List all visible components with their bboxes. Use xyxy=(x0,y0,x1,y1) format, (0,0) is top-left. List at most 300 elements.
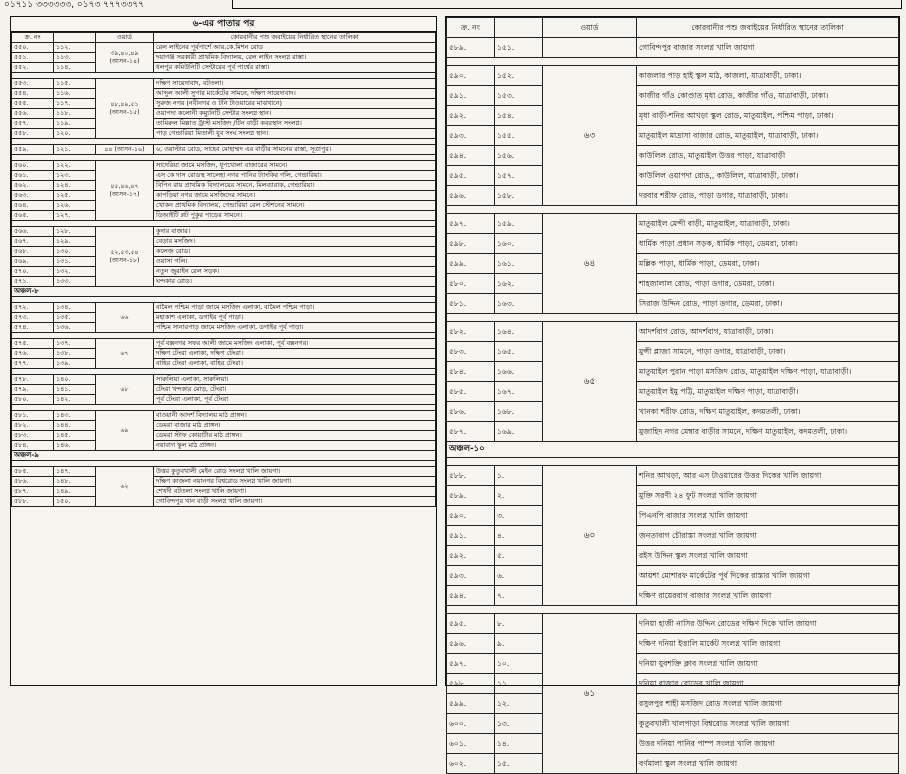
zone-serial: ১৪৭. xyxy=(54,467,96,477)
serial-number: ৫৭৯. xyxy=(12,385,54,395)
ward-number: ৬৮ xyxy=(96,375,154,405)
zone-serial: ১৬৩. xyxy=(495,294,543,314)
place-name: বেড়ার মসজিদ। xyxy=(154,237,436,247)
serial-number: ৫৮২. xyxy=(12,421,54,431)
right-table xyxy=(446,17,899,774)
section-title: ৬-এর পাতার পর xyxy=(11,17,436,32)
zone-serial: ১৫. xyxy=(495,754,543,774)
serial-number: ৫৯১. xyxy=(447,86,495,106)
serial-number: ৫৯০. xyxy=(447,66,495,86)
table-row xyxy=(447,322,899,342)
zone-serial: ১৫৯. xyxy=(495,214,543,234)
group-separator xyxy=(447,314,899,322)
table-row xyxy=(12,145,436,155)
serial-number: ৫৭৬. xyxy=(12,349,54,359)
place-name: উত্তর দনিয়া পানির পাম্প সংলগ্ন খালি জায়গা xyxy=(637,734,899,754)
table-row xyxy=(447,38,899,58)
table-row xyxy=(447,274,899,294)
place-name: কাপড়িয়া নগর জামে মসজিদের সামনে। xyxy=(154,191,436,201)
serial-number: ৫৯১. xyxy=(447,526,495,546)
place-name: মৃধা বাড়ী-শনির আখড়া স্কুল রোড, মাতুয়াইল, পশ্চিম পাড়া, ঢাকা। xyxy=(637,106,899,126)
zone-serial: ১১৬. xyxy=(54,89,96,99)
table-row xyxy=(447,506,899,526)
place-name: পূর্ব বক্সনগর সফর আলী জামে মসজিদ এলাকা, পূর্ব বক্সনগর। xyxy=(154,339,436,349)
zone-serial: ১২৪. xyxy=(54,181,96,191)
serial-number: ৫৯৬. xyxy=(447,186,495,206)
zone-serial: ১৬৫. xyxy=(495,342,543,362)
table-row xyxy=(12,119,436,129)
serial-number: ৫৯৭. xyxy=(447,214,495,234)
place-name: আয়শা মোশারফ মার্কেটের পূর্ব দিকের রাস্তার খালি জায়গা xyxy=(637,566,899,586)
header-ward: ওয়ার্ড xyxy=(96,33,154,43)
table-row xyxy=(12,497,436,507)
serial-number: ৫৯২. xyxy=(447,106,495,126)
serial-number: ৫৮০. xyxy=(447,274,495,294)
place-name: দক্ষিণ সায়েদাবাদ, বটতলা। xyxy=(154,79,436,89)
serial-number: ৫৭৪. xyxy=(12,323,54,333)
table-row xyxy=(447,166,899,186)
serial-number: ৫৯৭. xyxy=(447,654,495,674)
serial-number: ৫৫০. xyxy=(12,43,54,53)
table-row xyxy=(12,43,436,53)
table-row xyxy=(12,313,436,323)
place-name: দরবার শরীফ রোড, পাড়া ডগার, যাত্রাবাড়ী, ঢাকা। xyxy=(637,186,899,206)
place-name: কাজীর গাঁও কোণ্ডাত মৃধা রোড, কাজীর গাঁও, যাত্রাবাড়ী, ঢাকা। xyxy=(637,86,899,106)
header-sl: ক্র. নং xyxy=(447,18,495,38)
zone-serial: ১২৩. xyxy=(54,171,96,181)
place-name: মুক্তি সরণী ২৪ ফুট সংলগ্ন খালি জায়গা xyxy=(637,486,899,506)
serial-number: ৫৫৫. xyxy=(12,99,54,109)
table-row xyxy=(12,441,436,451)
serial-number: ৫৯৬. xyxy=(447,634,495,654)
table-row xyxy=(12,359,436,369)
zone-serial: ৯. xyxy=(495,634,543,654)
place-name: উত্তর কুতুবখালী মেইন রোড সংলগ্ন খালি জায়গা। xyxy=(154,467,436,477)
area-heading-row xyxy=(447,442,899,458)
table-row xyxy=(12,201,436,211)
zone-serial: ১১৩. xyxy=(54,53,96,63)
serial-number: ৫৯০. xyxy=(447,506,495,526)
zone-serial: ১৩. xyxy=(495,714,543,734)
zone-serial: ১৫৪. xyxy=(495,106,543,126)
group-separator xyxy=(447,206,899,214)
table-row xyxy=(12,431,436,441)
zone-serial: ১৩৯. xyxy=(54,359,96,369)
zone-serial: ৪. xyxy=(495,526,543,546)
table-row xyxy=(12,129,436,139)
serial-number: ৫৫৭. xyxy=(12,119,54,129)
zone-serial: ১৬৮. xyxy=(495,402,543,422)
table-row xyxy=(12,303,436,313)
place-name: ৬, ওয়াল্টার রোড, সাহেব মোহাম্মদ এর বাড়ীর সামনের রাস্তা, সূত্রাপুর। xyxy=(154,145,436,155)
serial-number: ৬০১. xyxy=(447,734,495,754)
place-name: মল্লিক পাড়া, ধার্মিক পাড়া, ডেমরা, ঢাকা। xyxy=(637,254,899,274)
table-row xyxy=(12,171,436,181)
zone-serial: ১৬৭. xyxy=(495,382,543,402)
table-row xyxy=(447,566,899,586)
zone-serial: ১২৫. xyxy=(54,191,96,201)
table-row xyxy=(12,477,436,487)
table-row xyxy=(12,257,436,267)
zone-serial: ১৩৪. xyxy=(54,303,96,313)
table-row xyxy=(447,402,899,422)
zone-serial: ১৫৬. xyxy=(495,146,543,166)
zone-serial: ১৬৯. xyxy=(495,422,543,442)
serial-number: ৫৬২. xyxy=(12,181,54,191)
table-row xyxy=(447,254,899,274)
table-row xyxy=(447,546,899,566)
zone-serial: ১৪৬. xyxy=(54,441,96,451)
place-name: মুন্সী প্লাজা সামনে, পাড়া ডগার, যাত্রাবাড়ী, ঢাকা। xyxy=(637,342,899,362)
zone-serial: ১৩৩. xyxy=(54,277,96,287)
zone-serial: ১৫১. xyxy=(495,38,543,58)
top-fragment-text: ০১৭১১ ৩৩৩৩৩৩, ০১৭৩ ৭৭৭৩৩৭৭ xyxy=(4,0,145,10)
table-row xyxy=(447,146,899,166)
serial-number: ৫৭৭. xyxy=(12,359,54,369)
place-name: ঘন্দকার রোড। xyxy=(154,277,436,287)
serial-number: ৫৭২. xyxy=(12,303,54,313)
table-row xyxy=(447,362,899,382)
place-name: ওয়াপদা কলোনী কম্যুনিটি সেন্টার সংলগ্ন স্থান। xyxy=(154,109,436,119)
place-name: শেখদী বটতলা সংলগ্ন খালি জায়গা। xyxy=(154,487,436,497)
area-heading: অঞ্চল-৮ xyxy=(12,287,436,297)
table-row xyxy=(12,323,436,333)
ward-number: ৬৫ xyxy=(543,322,637,442)
place-name: তামিরুল মিল্লাত ট্রাস্ট মসজিদ /টিন বাড়ী কবরস্থান সংলগ্ন। xyxy=(154,119,436,129)
ward-number xyxy=(543,38,637,58)
place-name: আব্দুল আলী সুপার মার্কেটের সামনে, দক্ষিণ সায়েদাবাদ। xyxy=(154,89,436,99)
ward-number: ৬২ xyxy=(96,467,154,507)
place-name: জনতাবাগ চৌরাস্তা সংলগ্ন খালি জায়গা xyxy=(637,526,899,546)
zone-serial: ১২৮. xyxy=(54,227,96,237)
table-row xyxy=(12,487,436,497)
place-name: নতুন জুরাইন রেল সড়ক। xyxy=(154,267,436,277)
table-row xyxy=(12,339,436,349)
zone-serial: ১৪৮. xyxy=(54,477,96,487)
zone-serial: ১২১. xyxy=(54,145,96,155)
table-row xyxy=(447,694,899,714)
serial-number: ৫৫৩. xyxy=(12,79,54,89)
serial-number: ৫৮১. xyxy=(12,411,54,421)
zone-serial: ৫. xyxy=(495,546,543,566)
serial-number: ৫৫৬. xyxy=(12,109,54,119)
zone-serial: ৩. xyxy=(495,506,543,526)
header-place: কোরবানীর পশু জবাইয়ের নির্ধারিত স্থানের তালিকা xyxy=(637,18,899,38)
serial-number: ৫৫৮. xyxy=(12,129,54,139)
zone-serial: ১০. xyxy=(495,654,543,674)
place-name: রেল লাইনের পূর্বপার্শে আর.কে.মিশন রোড xyxy=(154,43,436,53)
place-name: দক্ষিণ রায়েরবাগ বাজার সংলগ্ন খালি জায়গা xyxy=(637,586,899,606)
place-name: দনিয়া বাজার রোডের খালি জায়গা xyxy=(637,674,899,694)
table-row xyxy=(12,161,436,171)
table-row xyxy=(447,634,899,654)
serial-number: ৫৭১. xyxy=(12,277,54,287)
place-name: কুতুবখালী খালপাড়া বিশ্বরোড সংলগ্ন খালি জায়গা xyxy=(637,714,899,734)
table-row xyxy=(12,79,436,89)
place-name: কাউলিল ওয়াপদা রোড,, কাউলিল, যাত্রাবাড়ী, ঢাকা। xyxy=(637,166,899,186)
place-name: দনিয়া হাজী নাসির উদ্দিন রোডের দক্ষিণ দিকে খালি জায়গা xyxy=(637,614,899,634)
serial-number: ৫৭০. xyxy=(12,267,54,277)
zone-serial: ১৪২. xyxy=(54,395,96,405)
serial-number: ৫৬৪. xyxy=(12,201,54,211)
serial-number: ৫৫২. xyxy=(12,63,54,73)
separator-cell xyxy=(447,314,899,322)
place-name: দক্ষিণ কাজলা নয়ানগর বিশ্বরোড সংলগ্ন খালি জায়গা। xyxy=(154,477,436,487)
zone-serial: ১৫০. xyxy=(54,497,96,507)
area-heading-row xyxy=(12,287,436,297)
left-header-row xyxy=(12,33,436,43)
zone-serial: ১৫৩. xyxy=(495,86,543,106)
zone-serial: ১৩৬. xyxy=(54,323,96,333)
serial-number: ৫৬৩. xyxy=(12,191,54,201)
serial-number: ৫৮৫. xyxy=(447,382,495,402)
place-name: ডেমরা স্টাফ কোয়ার্টার মাঠ প্রাঙ্গন। xyxy=(154,431,436,441)
serial-number: ৫৮৩. xyxy=(12,431,54,441)
zone-serial: ৭. xyxy=(495,586,543,606)
table-row xyxy=(447,466,899,486)
header-code xyxy=(495,18,543,38)
ward-number: ৬৯ xyxy=(96,411,154,451)
place-name: পিএনপি বাজার সংলগ্ন খালি জায়গা xyxy=(637,506,899,526)
right-column xyxy=(445,16,900,768)
serial-number: ৫৮৪. xyxy=(12,441,54,451)
serial-number: ৫৯৯. xyxy=(447,254,495,274)
zone-serial: ১১২. xyxy=(54,43,96,53)
table-row xyxy=(447,486,899,506)
place-name: সাদেরিয়া জামে মসজিদ, ধূপখোলা বাজারের সামনে। xyxy=(154,161,436,171)
ward-number: ৪৪ (আসন-১৬) xyxy=(96,145,154,155)
table-row xyxy=(447,186,899,206)
area-heading: অঞ্চল-১০ xyxy=(447,442,899,458)
serial-number: ৫৮৩. xyxy=(447,342,495,362)
ward-number: ৬৬ xyxy=(96,303,154,333)
place-name: মাতুয়াইল পুরান পাড়া মসজিদ রোড, মাতুয়াইল দক্ষিণ পাড়া, যাত্রাবাড়ী। xyxy=(637,362,899,382)
ward-number: ৬৭ xyxy=(96,339,154,369)
zone-serial: ১৪৩. xyxy=(54,411,96,421)
zone-serial: ১২৭. xyxy=(54,211,96,221)
zone-serial: ১৫২. xyxy=(495,66,543,86)
zone-serial: ১৪০. xyxy=(54,375,96,385)
place-name: পূর্ব টেংরা এলাকা, পূর্ব টেংরা xyxy=(154,395,436,405)
place-name: গোবিন্দপুর বাজার সংলগ্ন খালি জায়গা xyxy=(637,38,899,58)
ward-number: ৬৪ xyxy=(543,214,637,314)
place-name: গোবিন্দপুর খান বাড়ী সংলগ্ন খালি জায়গা। xyxy=(154,497,436,507)
table-row xyxy=(12,385,436,395)
zone-serial: ১৪১. xyxy=(54,385,96,395)
table-row xyxy=(447,422,899,442)
serial-number: ৫৬৯. xyxy=(12,257,54,267)
zone-serial: ১১৫. xyxy=(54,79,96,89)
table-row xyxy=(12,277,436,287)
place-name: টেংরা খন্দকার মোড়, টেংরা। xyxy=(154,385,436,395)
ward-number: ৬০ xyxy=(543,466,637,606)
table-row xyxy=(12,53,436,63)
serial-number: ৫৮৭. xyxy=(12,487,54,497)
serial-number: ৫৮৬. xyxy=(447,402,495,422)
zone-serial: ১২০. xyxy=(54,129,96,139)
table-row xyxy=(12,375,436,385)
table-row xyxy=(447,86,899,106)
place-name: মহাকাশ এলাকা, ডগাইর পূর্ব পাড়া। xyxy=(154,313,436,323)
header-code xyxy=(54,33,96,43)
zone-serial: ১৫৫. xyxy=(495,126,543,146)
right-body xyxy=(447,38,899,774)
header-sl: ক্র. নং xyxy=(12,33,54,43)
zone-serial: ১৫৭. xyxy=(495,166,543,186)
place-name: বিপিন রায় প্রাথমিক বিদ্যালয়ের সামনে, মিলব্যারাক, গেন্ডারিয়া। xyxy=(154,181,436,191)
zone-serial: ১৫৮. xyxy=(495,186,543,206)
serial-number: ৫৫১. xyxy=(12,53,54,63)
place-name: পাড় গেন্ডারিয়া মিতালী যুব সংঘ সংলগ্ন স্থান। xyxy=(154,129,436,139)
zone-serial: ১৩৭. xyxy=(54,339,96,349)
top-strip xyxy=(0,0,906,14)
place-name: ধলপুর কমিউনিটি সেন্টারের পূর্ব পার্শ্বের রাস্তা। xyxy=(154,63,436,73)
zone-serial: ১. xyxy=(495,466,543,486)
zone-serial: ১৩৮. xyxy=(54,349,96,359)
zone-serial: ১১৯. xyxy=(54,119,96,129)
table-row xyxy=(447,382,899,402)
ward-number: ৪৫,৪৬,৪৭ (আসন-১৭) xyxy=(96,161,154,221)
serial-number: ৫৮৮. xyxy=(447,466,495,486)
header-ward: ওয়ার্ড xyxy=(543,18,637,38)
table-row xyxy=(12,211,436,221)
table-row xyxy=(447,734,899,754)
place-name: পশ্চিম সানারপাড় জামে মসজিদ এলাকা, ডগাইর পূর্ব পাড়া। xyxy=(154,323,436,333)
table-row xyxy=(12,421,436,431)
place-name: দক্ষিণ টেংরা এলাকা, দক্ষিণ টেংরা। xyxy=(154,349,436,359)
table-row xyxy=(447,526,899,546)
zone-serial: ১২৯. xyxy=(54,237,96,247)
table-row xyxy=(12,411,436,421)
separator-cell xyxy=(447,606,899,614)
separator-cell xyxy=(447,206,899,214)
place-name: এস কে দাস রোডস্থ সালেহা নগর পানির ট্যাংকির গলি, গেন্ডারিয়া। xyxy=(154,171,436,181)
zone-serial: ১১৮. xyxy=(54,109,96,119)
serial-number: ৫৬৮. xyxy=(12,247,54,257)
table-row xyxy=(447,754,899,774)
serial-number: ৫৮৯. xyxy=(447,486,495,506)
serial-number: ৫৯৫. xyxy=(447,166,495,186)
table-row xyxy=(447,714,899,734)
zone-serial: ১৪৯. xyxy=(54,487,96,497)
table-row xyxy=(12,181,436,191)
zone-serial: ১১৭. xyxy=(54,99,96,109)
group-separator xyxy=(447,606,899,614)
place-name: দয়াগঞ্জ সরকারী প্রাথমিক বিদ্যালয়, রেল লাইন সংলগ্ন রাস্তা। xyxy=(154,53,436,63)
place-name: দক্ষিণ দনিয়া ইত্তালি মার্কেট সংলগ্ন খালি জায়গা xyxy=(637,634,899,654)
place-name: মাতুয়াইল ইমু পট্টি, মাতুয়াইল দক্ষিণ পাড়া, যাত্রাবাড়ী। xyxy=(637,382,899,402)
place-name: শাহজালাল রোড, পাড়া ডগার, ডেমরা, ঢাকা। xyxy=(637,274,899,294)
table-row xyxy=(447,214,899,234)
serial-number: ৫৫৪. xyxy=(12,89,54,99)
zone-serial: ২. xyxy=(495,486,543,506)
ward-number: ৫২,৫৩,৫৪ (আসন-১৮) xyxy=(96,227,154,287)
place-name: কলেজ রোড। xyxy=(154,247,436,257)
table-row xyxy=(12,237,436,247)
place-name: শনির আখড়া, আর এস টাওয়ারের উত্তর দিকের খালি জায়গা xyxy=(637,466,899,486)
serial-number: ৫৮২. xyxy=(447,322,495,342)
serial-number: ৬০০. xyxy=(447,714,495,734)
table-row xyxy=(447,342,899,362)
serial-number: ৫৬১. xyxy=(12,171,54,181)
zone-serial: ১৪৫. xyxy=(54,431,96,441)
group-separator xyxy=(447,58,899,66)
top-box-frame xyxy=(232,0,902,9)
table-row xyxy=(447,234,899,254)
zone-serial: ১৩৫. xyxy=(54,313,96,323)
serial-number: ৫৯৯. xyxy=(447,694,495,714)
zone-serial: ১৩২. xyxy=(54,267,96,277)
table-row xyxy=(12,99,436,109)
serial-number: ৫৯৮. xyxy=(447,234,495,254)
table-row xyxy=(447,614,899,634)
place-name: খোকন প্রাথমিক বিদ্যালয়, গেন্ডারিয়া রেল স্টেশনের সামনে। xyxy=(154,201,436,211)
zone-serial: ১১৪. xyxy=(54,63,96,73)
table-row xyxy=(12,467,436,477)
serial-number: ৫৬৬. xyxy=(12,227,54,237)
zone-serial: ১৬২. xyxy=(495,274,543,294)
zone-serial: ১৬১. xyxy=(495,254,543,274)
place-name: সুরুজ নগর (নবীনগর ও টনি টাওয়ারের মাঝখানে) xyxy=(154,99,436,109)
area-heading-row xyxy=(12,451,436,461)
left-column xyxy=(10,16,437,686)
serial-number: ৬০২. xyxy=(447,754,495,774)
zone-serial: ১৪. xyxy=(495,734,543,754)
zone-serial: ১২২. xyxy=(54,161,96,171)
zone-serial: ১৩০. xyxy=(54,247,96,257)
place-name: কুদার বাজার। xyxy=(154,227,436,237)
serial-number: ৫৭৩. xyxy=(12,313,54,323)
table-row xyxy=(447,106,899,126)
place-name: ওয়াসা গলি। xyxy=(154,257,436,267)
table-row xyxy=(12,191,436,201)
zone-serial: ১৪৪. xyxy=(54,421,96,431)
place-name: নয়াবাগ স্কুল মাঠ প্রাঙ্গন। xyxy=(154,441,436,451)
serial-number: ৫৯৩. xyxy=(447,566,495,586)
serial-number: ৫৬০. xyxy=(12,161,54,171)
place-name: খানকা শরীফ রোড, দক্ষিণ মাতুয়াইল, কদমতলী, ঢাকা। xyxy=(637,402,899,422)
zone-serial: ১৬৪. xyxy=(495,322,543,342)
place-name: মুজাহিদ নগর মেম্বার বাড়ীর সামনে, দক্ষিণ মাতুয়াইল, কদমতলী, ঢাকা। xyxy=(637,422,899,442)
ward-number: ৩৯,৪০,৪৯ (আসন-১৪) xyxy=(96,43,154,73)
serial-number: ৫৬৭. xyxy=(12,237,54,247)
serial-number: ৫৮০. xyxy=(12,395,54,405)
table-row xyxy=(12,227,436,237)
group-separator xyxy=(447,458,899,466)
serial-number: ৫৮৯. xyxy=(447,38,495,58)
serial-number: ৫৮৭. xyxy=(447,422,495,442)
place-name: বামৈল পশ্চিম পাড়া জামে মসজিদ এলাকা, বামৈল পশ্চিম পাড়া। xyxy=(154,303,436,313)
ward-number: ৬১ xyxy=(543,614,637,774)
place-name: মাতুয়াইল মাদ্রাসা বাজার রোড, মাতুয়াইল, যাত্রাবাড়ী, ঢাকা। xyxy=(637,126,899,146)
place-name: ডেমরা বাজার মাঠ প্রাঙ্গন। xyxy=(154,421,436,431)
serial-number: ৫৮৮. xyxy=(12,497,54,507)
serial-number: ৫৯৮. xyxy=(447,674,495,694)
zone-serial: ১৩১. xyxy=(54,257,96,267)
zone-serial: ৮. xyxy=(495,614,543,634)
serial-number: ৫৭৫. xyxy=(12,339,54,349)
table-row xyxy=(12,395,436,405)
left-body xyxy=(12,43,436,507)
place-name: বর্ণমালা স্কুল সংলগ্ন খালি জায়গা xyxy=(637,754,899,774)
table-row xyxy=(447,654,899,674)
serial-number: ৫৭৮. xyxy=(12,375,54,385)
zone-serial: ১২৬. xyxy=(54,201,96,211)
table-row xyxy=(12,63,436,73)
serial-number: ৫৯২. xyxy=(447,546,495,566)
place-name: ডিআইটি প্লট পুকুর পাড়ের সামনে। xyxy=(154,211,436,221)
serial-number: ৫৯৩. xyxy=(447,126,495,146)
